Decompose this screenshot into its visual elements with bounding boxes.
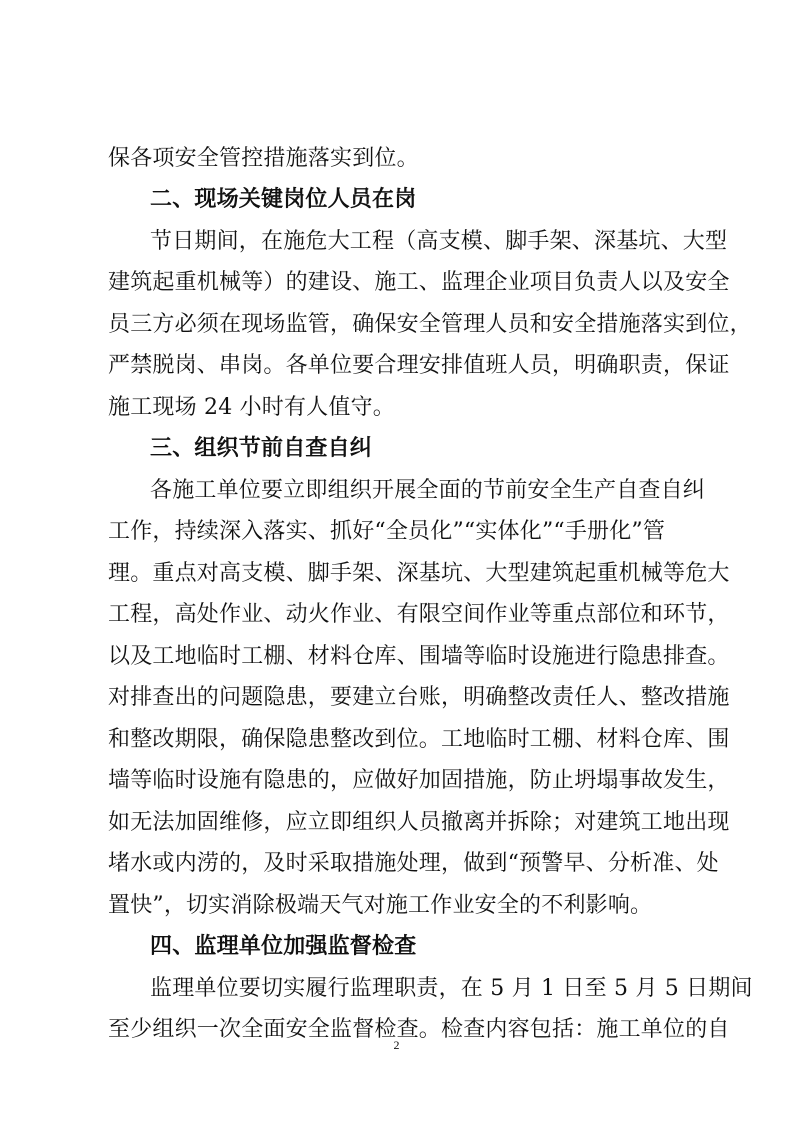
paragraph-line: 员三方必须在现场监管，确保安全管理人员和安全措施落实到位， [108,312,752,337]
page-number: 2 [393,1038,400,1052]
paragraph-line: 节日期间，在施危大工程（高支模、脚手架、深基坑、大型 [150,229,728,254]
paragraph-line: 施工现场 24 小时有人值守。 [108,395,395,420]
paragraph-line: 各施工单位要立即组织开展全面的节前安全生产自查自纠 [150,478,706,503]
paragraph-line: 以及工地临时工棚、材料仓库、围墙等临时设施进行隐患排查。 [108,644,730,669]
paragraph-line: 工程，高处作业、动火作业、有限空间作业等重点部位和环节， [108,602,730,627]
paragraph-line: 对排查出的问题隐患，要建立台账，明确整改责任人、整改措施 [108,685,730,710]
paragraph-line: 建筑起重机械等）的建设、施工、监理企业项目负责人以及安全 [108,270,730,295]
paragraph-line: 严禁脱岗、串岗。各单位要合理安排值班人员，明确职责，保证 [108,353,730,378]
paragraph-line: 置快”，切实消除极端天气对施工作业安全的不利影响。 [108,893,653,918]
paragraph-line: 堵水或内涝的，及时采取措施处理，做到“预警早、分析准、处 [108,851,719,876]
paragraph-line: 保各项安全管控措施落实到位。 [108,146,419,171]
paragraph-line: 工作，持续深入落实、抓好“全员化”“实体化”“手册化”管 [108,519,666,544]
section-heading: 三、组织节前自查自纠 [150,436,373,461]
section-heading: 四、监理单位加强监督检查 [150,934,417,959]
paragraph-line: 理。重点对高支模、脚手架、深基坑、大型建筑起重机械等危大 [108,561,730,586]
section-heading: 二、现场关键岗位人员在岗 [150,187,417,212]
paragraph-line: 至少组织一次全面安全监督检查。检查内容包括：施工单位的自 [108,1017,730,1042]
paragraph-line: 监理单位要切实履行监理职责，在 5 月 1 日至 5 月 5 日期间 [150,976,753,1001]
paragraph-line: 和整改期限，确保隐患整改到位。工地临时工棚、材料仓库、围 [108,727,730,752]
paragraph-line: 墙等临时设施有隐患的，应做好加固措施，防止坍塌事故发生， [108,768,730,793]
paragraph-line: 如无法加固维修，应立即组织人员撤离并拆除；对建筑工地出现 [108,810,730,835]
